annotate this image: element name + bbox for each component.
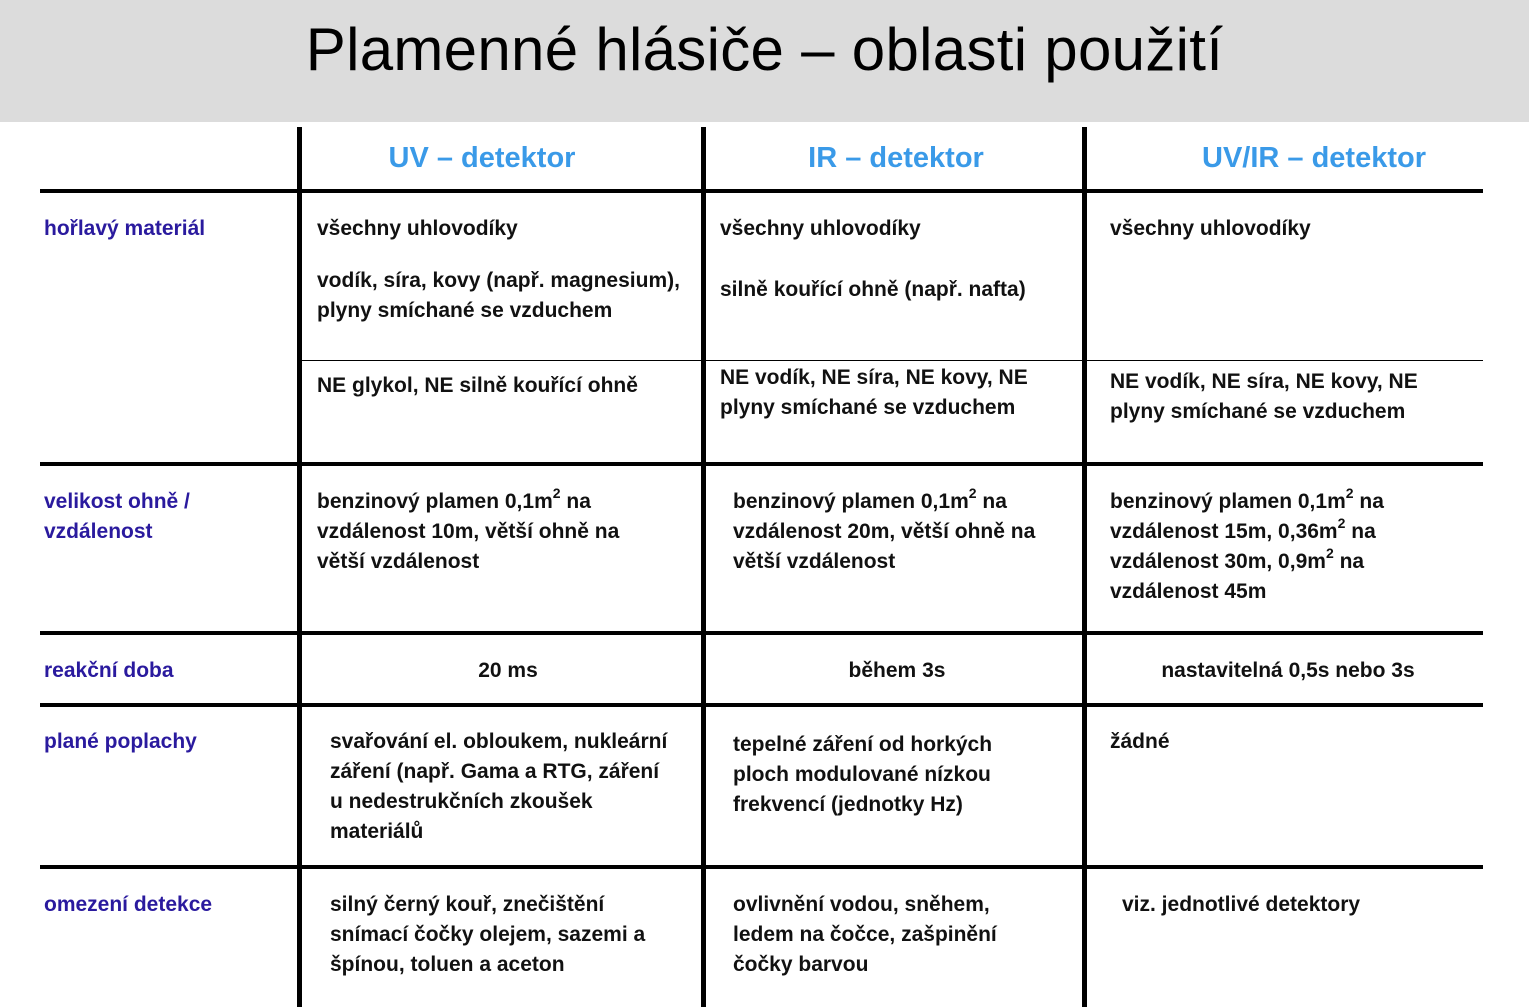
size-ir-superscript: 2 bbox=[968, 485, 977, 501]
row-label-detection-limits: omezení detekce bbox=[44, 893, 213, 916]
limits-ir: ovlivnění vodou, sněhem, ledem na čočce, zašpinění čočky barvou bbox=[733, 893, 997, 976]
material-uvir-1: všechny uhlovodíky bbox=[1110, 217, 1311, 240]
size-uvir-text-c: na vzdálenost 30m, 0,9m bbox=[1110, 520, 1376, 573]
header-uvir-detector: UV/IR – detektor bbox=[1202, 142, 1426, 174]
size-uv bbox=[317, 487, 662, 577]
material-uvir-3: NE vodík, NE síra, NE kovy, NE plyny smíchané se vzduchem bbox=[1110, 370, 1418, 423]
material-uv-2: vodík, síra, kovy (např. magnesium), plyny smíchané se vzduchem bbox=[317, 269, 680, 322]
size-uvir-superscript-3: 2 bbox=[1325, 545, 1334, 561]
material-uv-3: NE glykol, NE silně kouřící ohně bbox=[317, 374, 638, 397]
size-uvir-text-b: na vzdálenost 15m, 0,36m bbox=[1110, 490, 1384, 543]
material-ir-3: NE vodík, NE síra, NE kovy, NE plyny smíchané se vzduchem bbox=[720, 366, 1028, 419]
size-ir-text-b: na vzdálenost 20m, větší ohně na větší vzdálenost bbox=[733, 490, 1036, 573]
size-uvir-text-a: benzinový plamen 0,1m bbox=[1110, 490, 1346, 513]
page-title: Plamenné hlásiče – oblasti použití bbox=[305, 16, 1224, 83]
size-uvir-text-d: na vzdálenost 45m bbox=[1110, 550, 1365, 603]
limits-uv: silný černý kouř, znečištění snímací čočky olejem, sazemi a špínou, toluen a aceton bbox=[330, 893, 646, 976]
size-row-divider bbox=[40, 631, 1483, 635]
column-divider-uv bbox=[297, 127, 302, 1007]
reaction-uvir: nastavitelná 0,5s nebo 3s bbox=[1161, 659, 1415, 682]
false-alarms-ir: tepelné záření od horkých ploch modulované nízkou frekvencí (jednotky Hz) bbox=[733, 733, 993, 816]
reaction-ir: během 3s bbox=[848, 659, 946, 682]
false-alarms-uvir: žádné bbox=[1110, 730, 1170, 753]
reaction-row-divider bbox=[40, 703, 1483, 707]
false-alarms-row-divider bbox=[40, 865, 1483, 869]
material-uv-1: všechny uhlovodíky bbox=[317, 217, 518, 240]
column-divider-uvir bbox=[1082, 127, 1087, 1007]
column-divider-ir bbox=[701, 127, 706, 1007]
material-row-divider bbox=[40, 462, 1483, 466]
size-uvir-superscript-2: 2 bbox=[1337, 515, 1346, 531]
reaction-uv: 20 ms bbox=[478, 659, 538, 682]
row-label-material: hořlavý materiál bbox=[44, 217, 206, 240]
limits-uvir: viz. jednotlivé detektory bbox=[1122, 893, 1361, 916]
size-ir bbox=[733, 487, 1078, 577]
material-ir-2: silně kouřící ohně (např. nafta) bbox=[720, 278, 1026, 301]
size-ir-text-a: benzinový plamen 0,1m bbox=[733, 490, 969, 513]
material-ir-1: všechny uhlovodíky bbox=[720, 217, 921, 240]
size-uv-text-a: benzinový plamen 0,1m bbox=[317, 490, 553, 513]
size-uvir bbox=[1110, 487, 1430, 607]
header-uv-detector: UV – detektor bbox=[388, 142, 576, 174]
header-ir-detector: IR – detektor bbox=[808, 142, 984, 174]
size-uv-text-b: na vzdálenost 10m, větší ohně na větší vzdálenost bbox=[317, 490, 620, 573]
row-label-reaction-time: reakční doba bbox=[44, 659, 174, 682]
material-sub-divider bbox=[300, 360, 1483, 361]
row-label-fire-size: velikost ohně / vzdálenost bbox=[44, 490, 190, 543]
size-uvir-superscript-1: 2 bbox=[1345, 485, 1354, 501]
false-alarms-uv: svařování el. obloukem, nukleární záření (např. Gama a RTG, záření u nedestrukčních zkoušek materiálů bbox=[330, 730, 668, 843]
size-uv-superscript: 2 bbox=[552, 485, 561, 501]
header-row-divider bbox=[40, 189, 1483, 193]
row-label-false-alarms: plané poplachy bbox=[44, 730, 197, 753]
